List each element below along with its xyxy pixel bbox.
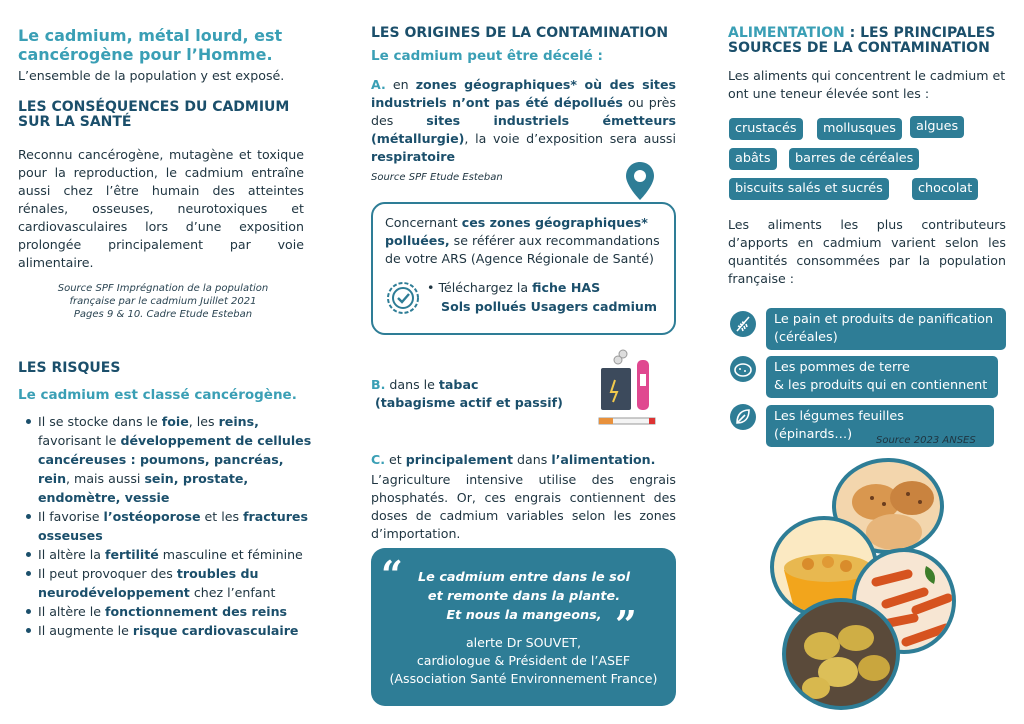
food-chip: algues: [910, 116, 964, 138]
risks-list: [26, 412, 312, 640]
origin-c-text: L’agriculture intensive utilise des engrais phosphatés. Or, ces engrais contiennent des doses de cadmium variables selon les zones d’importation.: [371, 472, 676, 541]
food-chip: chocolat: [912, 178, 978, 200]
quote-text: Le cadmium entre dans le sol et remonte dans la plante. Et nous la mangeons,: [418, 570, 630, 623]
food-chip: biscuits salés et sucrés: [729, 178, 889, 200]
food-chip: abâts: [729, 148, 777, 170]
column-origins: [371, 0, 677, 724]
risk-item: Il altère la fertilité masculine et féminine: [26, 545, 312, 564]
risk-item: Il peut provoquer des troubles du neurodéveloppement chez l’enfant: [26, 564, 312, 602]
contrib-text: Les aliments les plus contributeurs d’apports en cadmium varient selon les quantités consommées par la population française :: [728, 217, 1006, 286]
origin-b-text: B. dans le tabac (tabagisme actif et passif): [371, 377, 563, 410]
has-download-link[interactable]: • Téléchargez la fiche HAS Sols pollués Usagers cadmium: [427, 280, 657, 314]
ars-text: Concernant ces zones géographiques* polluées, se référer aux recommandations de votre ARS (Agence Régionale de Santé): [385, 215, 660, 266]
intro-text: L’ensemble de la population y est exposé.: [18, 68, 285, 83]
food-chip: mollusques: [817, 118, 902, 140]
food-chip: barres de céréales: [789, 148, 919, 170]
wheat-icon: [730, 311, 756, 337]
check-badge-icon: [385, 280, 421, 316]
column-health: [18, 0, 312, 724]
food-intro: Les aliments qui concentrent le cadmium et ont une teneur élevée sont les :: [728, 68, 1006, 101]
ars-info-box: [371, 202, 676, 335]
food-title: ALIMENTATION : LES PRINCIPALES SOURCES DE LA CONTAMINATION: [728, 25, 996, 56]
column-food: [728, 0, 1008, 724]
origin-c-title: C. et principalement dans l’alimentation.: [371, 452, 656, 467]
contrib-bread: Le pain et produits de panification (céréales): [766, 308, 1006, 350]
risk-item: Il se stocke dans le foie, les reins, favorisant le développement de cellules cancéreuses : poumons, pancréas, rein, mais aussi sein, prostate, endomètre, vessie: [26, 412, 312, 507]
origin-a-text: A. en zones géographiques* où des sites industriels n’ont pas été dépollués ou près des sites industriels émetteurs (métallurgie), la voie d’exposition sera aussi respiratoire: [371, 77, 676, 164]
risk-item: Il augmente le risque cardiovasculaire: [26, 621, 312, 640]
anses-source: Source 2023 ANSES: [876, 435, 976, 446]
food-chip: crustacés: [729, 118, 803, 140]
quote-box: [371, 548, 676, 706]
origins-title: LES ORIGINES DE LA CONTAMINATION: [371, 25, 669, 41]
risks-title: LES RISQUES: [18, 360, 121, 376]
location-pin-icon: [623, 160, 657, 206]
leaf-icon: [730, 404, 756, 430]
consequences-title: LES CONSÉQUENCES DU CADMIUM SUR LA SANTÉ: [18, 99, 290, 130]
risks-subtitle: Le cadmium est classé cancérogène.: [18, 387, 297, 403]
tobacco-vape-icon: [597, 346, 677, 430]
source-spf: Source SPF Imprégnation de la population française par le cadmium Juillet 2021 Pages 9 & 10. Cadre Etude Esteban: [57, 283, 269, 320]
risk-item: Il favorise l’ostéoporose et les fractures osseuses: [26, 507, 312, 545]
origins-subtitle: Le cadmium peut être décelé :: [371, 48, 603, 64]
potato-icon: [730, 356, 756, 382]
close-quote-icon: ”: [615, 602, 637, 647]
quote-author: alerte Dr SOUVET, cardiologue & Président de l’ASEF (Association Santé Environnement France): [389, 635, 658, 686]
consequences-text: Reconnu cancérogène, mutagène et toxique pour la reproduction, le cadmium entraîne aussi chez l’être humain des atteintes rénales, osseuses, neurotoxiques et cardiovasculaires lors d’une exposition prolongée principalement par voie alimentaire.: [18, 147, 304, 270]
origin-a-source: Source SPF Etude Esteban: [371, 172, 503, 183]
potatoes-photo: [782, 598, 900, 710]
open-quote-icon: “: [381, 552, 403, 597]
headline: Le cadmium, métal lourd, est cancérogène pour l’Homme.: [18, 26, 283, 64]
risk-item: Il altère le fonctionnement des reins: [26, 602, 312, 621]
contrib-leaves: Les légumes feuilles (épinards…): [766, 405, 994, 447]
contrib-potatoes: Les pommes de terre & les produits qui en contiennent: [766, 356, 998, 398]
